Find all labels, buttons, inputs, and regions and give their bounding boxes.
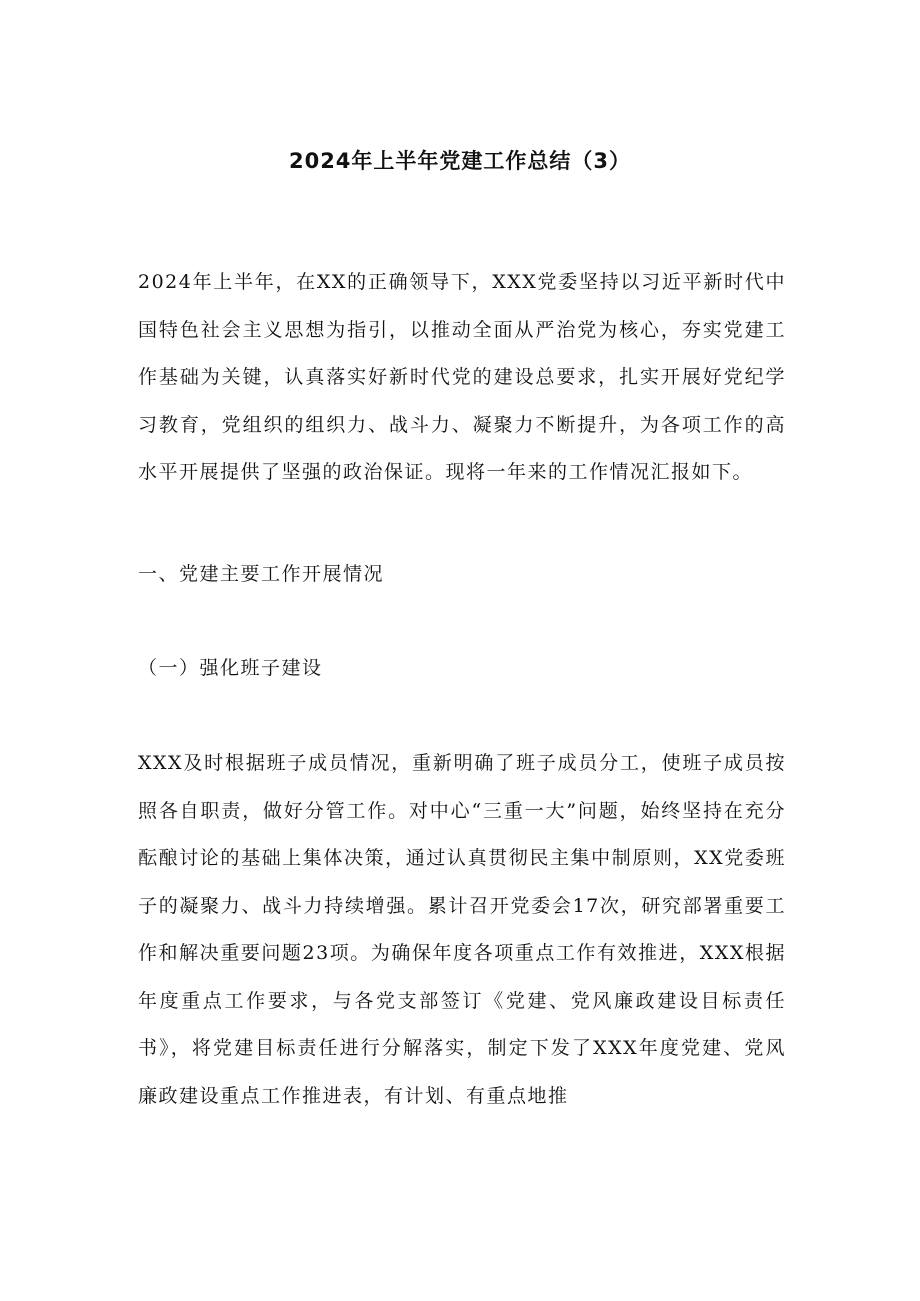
body-paragraph: XXX及时根据班子成员情况，重新明确了班子成员分工，使班子成员按照各自职责，做好分管工作。对中心“三重一大”问题，始终坚持在充分酝酿讨论的基础上集体决策，通过认真贯彻民主集中制原则，XX党委班子的凝聚力、战斗力持续增强。累计召开党委会17次，研究部署重要工作和解决重要问题23项。为确保年度各项重点工作有效推进，XXX根据年度重点工作要求，与各党支部签订《党建、党风廉政建设目标责任书》，将党建目标责任进行分解落实，制定下发了XXX年度党建、党风廉政建设重点工作推进表，有计划、有重点地推 xyxy=(138,752,786,1107)
subsection-heading: （一）强化班子建设 xyxy=(138,657,323,679)
document-title: 2024年上半年党建工作总结（3） xyxy=(288,149,632,173)
intro-paragraph: 2024年上半年，在XX的正确领导下，XXX党委坚持以习近平新时代中国特色社会主义思想为指引，以推动全面从严治党为核心，夯实党建工作基础为关键，认真落实好新时代党的建设总要求，扎实开展好党纪学习教育，党组织的组织力、战斗力、凝聚力不断提升，为各项工作的高水平开展提供了坚强的政治保证。现将一年来的工作情况汇报如下。 xyxy=(138,271,786,483)
section-heading: 一、党建主要工作开展情况 xyxy=(138,563,385,585)
